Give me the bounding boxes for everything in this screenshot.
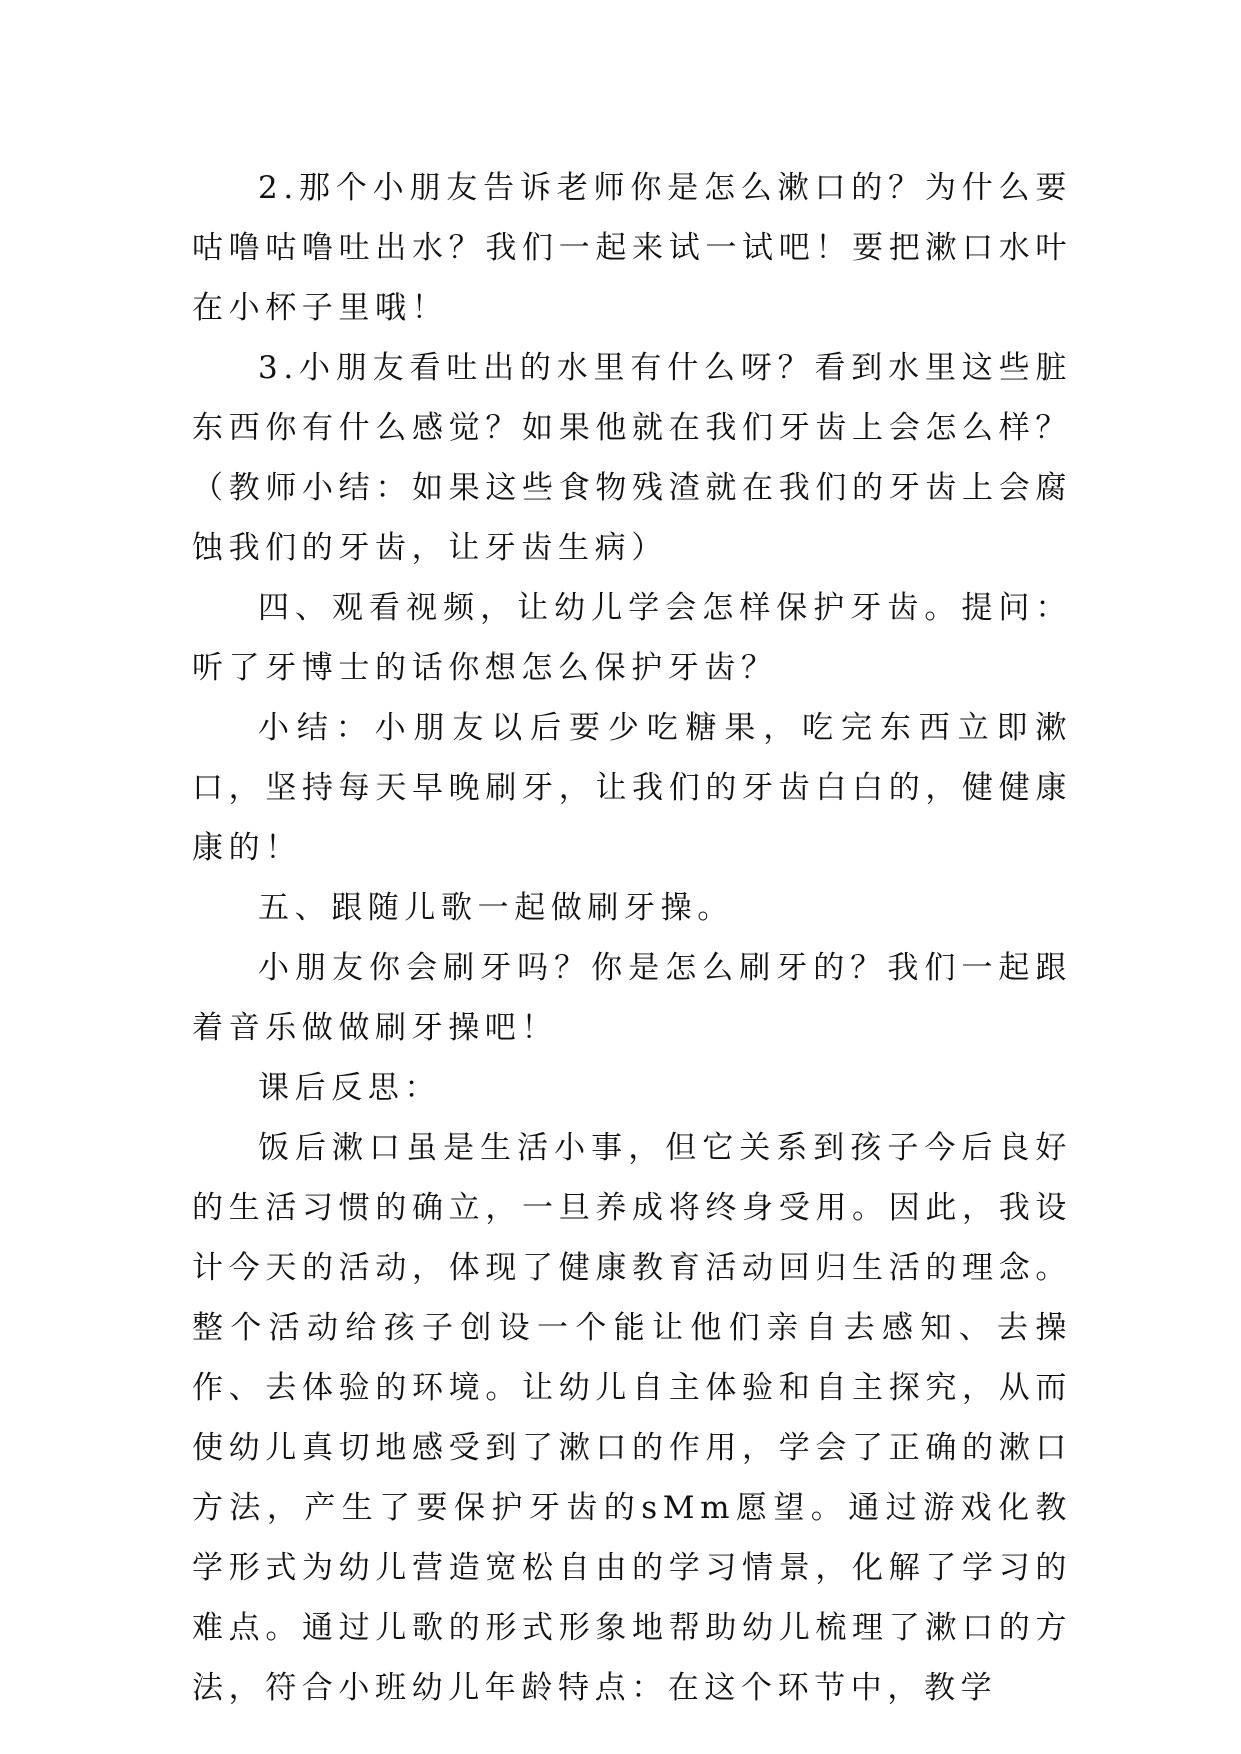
document-body — [192, 158, 1072, 1718]
paragraph-section-four-video: 四、观看视频，让幼儿学会怎样保护牙齿。提问：听了牙博士的话你想怎么保护牙齿？ — [192, 590, 1072, 686]
paragraph-reflection-body: 饭后漱口虽是生活小事，但它关系到孩子今后良好的生活习惯的确立，一旦养成将终身受用。因此，我设计今天的活动，体现了健康教育活动回归生活的理念。整个活动给孩子创设一个能让他们亲自去感知、去操作、去体验的环境。让幼儿自主体验和自主探究，从而使幼儿真切地感受到了漱口的作用，学会了正确的漱口方法，产生了要保护牙齿的sMm愿望。通过游戏化教学形式为幼儿营造宽松自由的学习情景，化解了学习的难点。通过儿歌的形式形象地帮助幼儿梳理了漱口的方法，符合小班幼儿年龄特点：在这个环节中，教学 — [192, 1130, 1072, 1706]
paragraph-spit-water-observation: 3.小朋友看吐出的水里有什么呀？看到水里这些脏东西你有什么感觉？如果他就在我们牙齿上会怎么样？（教师小结：如果这些食物残渣就在我们的牙齿上会腐蚀我们的牙齿，让牙齿生病） — [192, 350, 1072, 566]
paragraph-section-five-song: 五、跟随儿歌一起做刷牙操。 — [258, 890, 734, 926]
paragraph-gargle-question: 2.那个小朋友告诉老师你是怎么漱口的？为什么要咕噜咕噜吐出水？我们一起来试一试吧！要把漱口水叶在小杯子里哦！ — [192, 170, 1072, 326]
paragraph-summary: 小结：小朋友以后要少吃糖果，吃完东西立即漱口，坚持每天早晚刷牙，让我们的牙齿白白的，健健康康的！ — [192, 710, 1072, 866]
paragraph-brushing-exercise: 小朋友你会刷牙吗？你是怎么刷牙的？我们一起跟着音乐做做刷牙操吧！ — [192, 950, 1072, 1046]
paragraph-reflection-heading: 课后反思： — [258, 1070, 441, 1106]
